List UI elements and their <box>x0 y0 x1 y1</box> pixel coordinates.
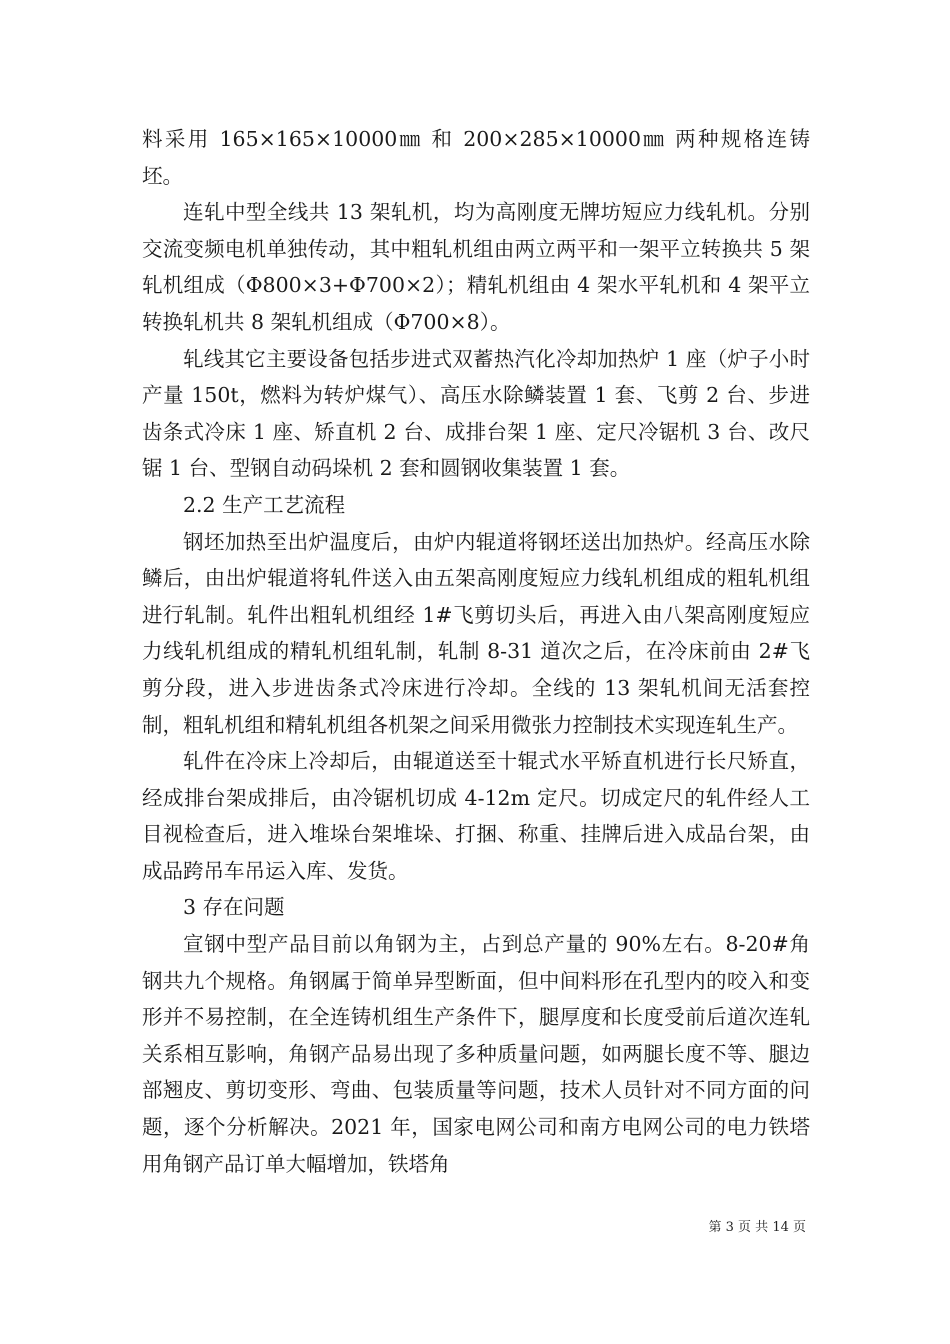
paragraph-problems: 宣钢中型产品目前以角钢为主，占到总产量的 90%左右。8-20#角钢共九个规格。角钢属于简单异型断面，但中间料形在孔型内的咬入和变形并不易控制，在全连铸机组生产条件下，腿厚度和长度受前后道次连轧关系相互影响，角钢产品易出现了多种质量问题，如两腿长度不等、腿边部翘皮、剪切变形、弯曲、包装质量等问题，技术人员针对不同方面的问题，逐个分析解决。2021 年，国家电网公司和南方电网公司的电力铁塔用角钢产品订单大幅增加，铁塔角 <box>142 932 810 1176</box>
document-body <box>142 121 810 1182</box>
section-heading-problems: 3 存在问题 <box>183 895 285 920</box>
paragraph-rolling-mills: 连轧中型全线共 13 架轧机，均为高刚度无牌坊短应力线轧机。分别交流变频电机单独传动，其中粗轧机组由两立两平和一架平立转换共 5 架轧机组成（Φ800×3+Φ700×2）；精轧机组由 4 架水平轧机和 4 架平立转换轧机共 8 架轧机组成（Φ700×8）。 <box>142 200 810 334</box>
paragraph-material-spec: 料采用 165×165×10000㎜ 和 200×285×10000㎜ 两种规格连铸坯。 <box>142 127 810 188</box>
page-number-footer: 第 3 页 共 14 页 <box>708 1220 806 1235</box>
paragraph-process-heating: 钢坯加热至出炉温度后，由炉内辊道将钢坯送出加热炉。经高压水除鳞后，由出炉辊道将轧件送入由五架高刚度短应力线轧机组成的粗轧机组进行轧制。轧件出粗轧机组经 1#飞剪切头后，再进入由八架高刚度短应力线轧机组成的精轧机组轧制，轧制 8-31 道次之后，在冷床前由 2#飞剪分段，进入步进齿条式冷床进行冷却。全线的 13 架轧机间无活套控制，粗轧机组和精轧机组各机架之间采用微张力控制技术实现连轧生产。 <box>142 529 810 737</box>
paragraph-process-cooling: 轧件在冷床上冷却后，由辊道送至十辊式水平矫直机进行长尺矫直，经成排台架成排后，由冷锯机切成 4-12m 定尺。切成定尺的轧件经人工目视检查后，进入堆垛台架堆垛、打捆、称重、挂牌后进入成品台架，由成品跨吊车吊运入库、发货。 <box>142 749 810 883</box>
section-heading-process-flow: 2.2 生产工艺流程 <box>183 492 346 517</box>
paragraph-equipment: 轧线其它主要设备包括步进式双蓄热汽化冷却加热炉 1 座（炉子小时产量 150t，燃料为转炉煤气）、高压水除鳞装置 1 套、飞剪 2 台、步进齿条式冷床 1 座、矫直机 2 台、成排台架 1 座、定尺冷锯机 3 台、改尺锯 1 台、型钢自动码垛机 2 套和圆钢收集装置 1 套。 <box>142 346 810 481</box>
